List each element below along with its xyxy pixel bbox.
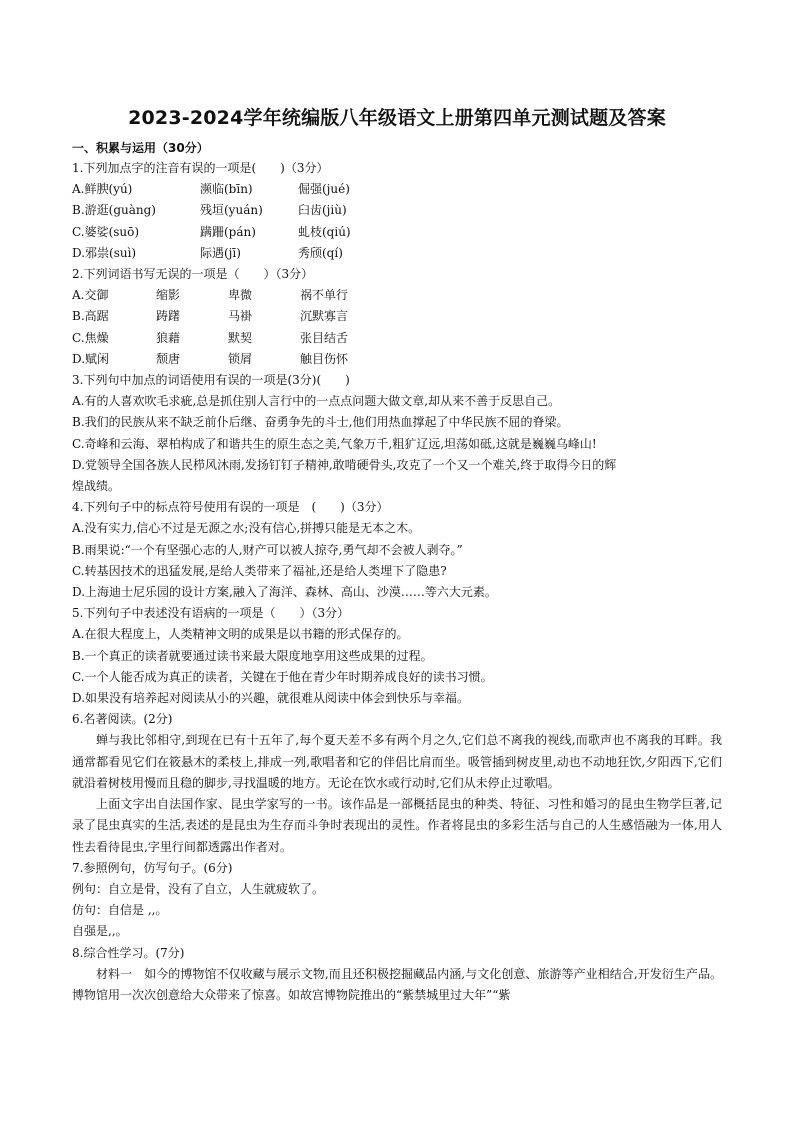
- q1-b-2: 残垣(yuán): [200, 203, 263, 218]
- q3-option-a: A.有的人喜欢吹毛求疵,总是抓住别人言行中的一点点问题大做文章,却从来不善于反思自己。: [72, 394, 561, 409]
- question-5-stem: 5.下列句子中表述没有语病的一项是（ ）（3分）: [72, 606, 350, 621]
- q1-a-1: A.鲜腴(yú): [72, 182, 133, 197]
- q4-option-c: C.转基因技术的迅猛发展,是给人类带来了福祉,还是给人类埋下了隐患?: [72, 563, 447, 578]
- section-heading: 一、积累与运用（30分）: [72, 141, 209, 155]
- q2-b-1: B.高踞: [72, 309, 109, 324]
- q4-option-b: B.雨果说:“一个有坚强心志的人,财产可以被人掠夺,勇气却不会被人剥夺。”: [72, 542, 463, 557]
- q1-d-3: 秀颀(qí): [298, 245, 343, 260]
- question-1-stem: 1.下列加点字的注音有误的一项是( )（3分）: [72, 161, 329, 175]
- q5-option-d: D.如果没有培养起对阅读从小的兴趣，就很难从阅读中体会到快乐与幸福。: [72, 691, 470, 706]
- q1-option-b: [72, 200, 722, 221]
- q3-option-b: B.我们的民族从来不缺乏前仆后继、奋勇争先的斗士,他们用热血撑起了中华民族不屈的脊梁。: [72, 415, 569, 430]
- q1-d-1: D.邪祟(suì): [72, 245, 137, 260]
- q8-material-1: 材料一 如今的博物馆不仅收藏与展示文物,而且还积极挖掘藏品内涵,与文化创意、旅游等产业相结合,开发衍生产品。博物馆用一次次创意给大众带来了惊喜。如故宫博物院推出的“紫禁城里过大年”“紫: [72, 966, 722, 1002]
- q1-b-3: 臼齿(jiù): [298, 203, 347, 218]
- q1-option-c: [72, 222, 722, 243]
- question-7-stem: 7.参照例句，仿写句子。(6分): [72, 860, 233, 875]
- q7-fill-2: 自强是,,。: [72, 924, 128, 939]
- q5-option-b: B.一个真正的读者就要通过读书来最大限度地享用这些成果的过程。: [72, 648, 433, 663]
- q2-d-4: 触目伤怀: [300, 351, 349, 366]
- question-3-stem: 3.下列句中加点的词语使用有误的一项是(3分)( ): [72, 373, 350, 388]
- q1-d-2: 际遇(jī): [200, 245, 241, 260]
- q1-a-2: 濒临(bīn): [200, 182, 253, 197]
- q1-c-2: 蹒跚(pán): [200, 224, 256, 239]
- question-6-stem: 6.名著阅读。(2分): [72, 712, 173, 727]
- q2-c-1: C.焦燥: [72, 330, 109, 345]
- q2-a-1: A.交御: [72, 288, 109, 303]
- q5-option-a: A.在很大程度上，人类精神文明的成果是以书籍的形式保存的。: [72, 627, 409, 642]
- question-2-stem: 2.下列词语书写无误的一项是（ ）（3分）: [72, 267, 314, 282]
- q2-a-4: 祸不单行: [300, 288, 349, 303]
- q2-d-1: D.赋闲: [72, 351, 110, 366]
- q3-option-d-cont: 煌战绩。: [72, 479, 121, 494]
- q2-b-4: 沉默寡言: [300, 309, 349, 324]
- q2-c-4: 张目结舌: [300, 330, 349, 345]
- q2-b-3: 马褂: [228, 309, 253, 324]
- q3-option-d: D.党领导全国各族人民栉风沐雨,发扬钉钉子精神,敢啃硬骨头,攻克了一个又一个难关,终于取得今日的辉: [72, 457, 617, 472]
- q6-prompt: 上面文字出自法国作家、昆虫学家写的一书。该作品是一部概括昆虫的种类、特征、习性和婚习的昆虫生物学巨著,记录了昆虫真实的生活,表述的是昆虫为生存而斗争时表现出的灵性。作者将昆虫的多彩生活与自己的人生感悟融为一体,用人性去看待昆虫,字里行间都透露出作者对。: [72, 797, 722, 854]
- q3-option-c: C.奇峰和云海、翠柏构成了和谐共生的原生态之美,气象万千,粗犷辽远,坦荡如砥,这就是巍巍乌峰山!: [72, 436, 597, 451]
- exam-page: [72, 104, 722, 1006]
- q2-option-d: [72, 349, 722, 370]
- q2-c-2: 狼藉: [156, 330, 181, 345]
- q1-option-d: [72, 243, 722, 264]
- q1-c-1: C.婆娑(suō): [72, 224, 140, 239]
- page-title: 2023-2024学年统编版八年级语文上册第四单元测试题及答案: [128, 107, 666, 129]
- q2-d-3: 锁屑: [228, 351, 253, 366]
- q1-option-a: [72, 179, 722, 200]
- q5-option-c: C.一个人能否成为真正的读者，关键在于他在青少年时期养成良好的读书习惯。: [72, 669, 493, 684]
- q7-example: 例句：自立是骨，没有了自立，人生就疲软了。: [72, 881, 325, 896]
- q7-fill-1: 仿句：自信是 ,,。: [72, 903, 168, 918]
- question-4-stem: 4.下列句子中的标点符号使用有误的一项是 ( )（3分）: [72, 500, 389, 515]
- q2-c-3: 默契: [228, 330, 253, 345]
- q1-b-1: B.游逛(guàng): [72, 203, 156, 218]
- q2-option-c: [72, 328, 722, 349]
- q2-option-b: [72, 306, 722, 327]
- q1-a-3: 倔强(jué): [298, 182, 350, 197]
- q4-option-a: A.没有实力,信心不过是无源之水;没有信心,拼搏只能是无本之木。: [72, 521, 421, 536]
- question-8-stem: 8.综合性学习。(7分): [72, 945, 185, 960]
- q2-a-2: 缩影: [156, 288, 181, 303]
- q6-passage: 蝉与我比邻相守,到现在已有十五年了,每个夏天差不多有两个月之久,它们总不离我的视线,而歌声也不离我的耳畔。我通常都看见它们在筱悬木的柔枝上,排成一列,歌唱者和它的伴侣比肩而坐。吸管插到树皮里,动也不动地狂饮,夕阳西下,它们就沿着树枝用慢而且稳的脚步,寻找温暖的地方。无论在饮水或行动时,它们从未停止过歌唱。: [72, 733, 722, 790]
- q1-c-3: 虬枝(qiú): [298, 224, 351, 239]
- q2-b-2: 踌躇: [156, 309, 181, 324]
- q4-option-d: D.上海迪士尼乐园的设计方案,融入了海洋、森林、高山、沙漠……等六大元素。: [72, 585, 497, 600]
- q2-option-a: [72, 285, 722, 306]
- q2-a-3: 卑微: [228, 288, 253, 303]
- q2-d-2: 颓唐: [156, 351, 181, 366]
